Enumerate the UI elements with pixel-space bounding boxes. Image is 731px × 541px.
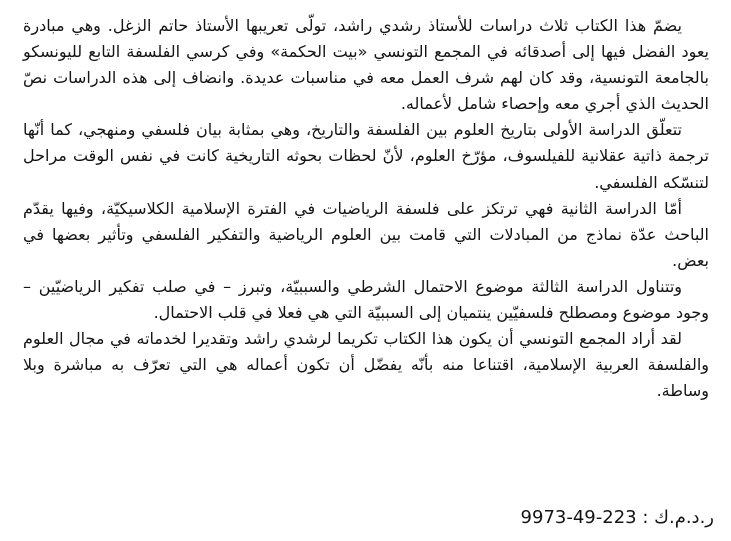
paragraph-third-study: وتتناول الدراسة الثالثة موضوع الاحتمال الشرطي والسببيّة، وتبرز – في صلب تفكير الرياضيّين – وجود موضوع ومصطلح فلسفيّين ينتميان إلى السببيّة التي هي فعلا في قلب الاحتمال.	[23, 276, 709, 323]
isbn-number: ر.د.م.ك : 223-49-9973	[520, 507, 714, 528]
paragraph-first-study: تتعلّق الدراسة الأولى بتاريخ العلوم بين الفلسفة والتاريخ، وهي بمثابة بيان فلسفي ومنهجي، كما أنّها ترجمة ذاتية عقلانية للفيلسوف، مؤرّخ العلوم، لأنّ لحظات بحوثه التاريخية كانت في نفس الوقت مراحل لتنسّكه الفلسفي.	[23, 120, 709, 192]
paragraph-intro: يضمّ هذا الكتاب ثلاث دراسات للأستاذ رشدي راشد، تولّى تعريبها الأستاذ حاتم الزغل. وهي مبادرة يعود الفضل فيها إلى أصدقائه في المجمع التونسي «بيت الحكمة» وفي كرسي الفلسفة التابع لليونسكو بالجامعة التونسية، وقد كان لهم شرف العمل معه في مناسبات عديدة. وانضاف إلى هذه الدراسات نصّ الحديث الذي أجري معه وإحصاء شامل لأعماله.	[23, 16, 709, 114]
paragraph-conclusion: لقد أراد المجمع التونسي أن يكون هذا الكتاب تكريما لرشدي راشد وتقديرا لخدماته في مجال العلوم والفلسفة العربية الإسلامية، اقتناعا منه بأنّه يفضّل أن تكون أعماله هي التي تعرّف به مباشرة وبلا وساطة.	[23, 329, 709, 401]
body-text	[23, 13, 709, 404]
paragraph-second-study: أمّا الدراسة الثانية فهي ترتكز على فلسفة الرياضيات في الفترة الإسلامية الكلاسيكيّة، وفيها يقدّم الباحث عدّة نماذج من المبادلات التي قامت بين العلوم الرياضية والتفكير الفلسفي وتأثير بعضها في بعض.	[23, 198, 709, 270]
